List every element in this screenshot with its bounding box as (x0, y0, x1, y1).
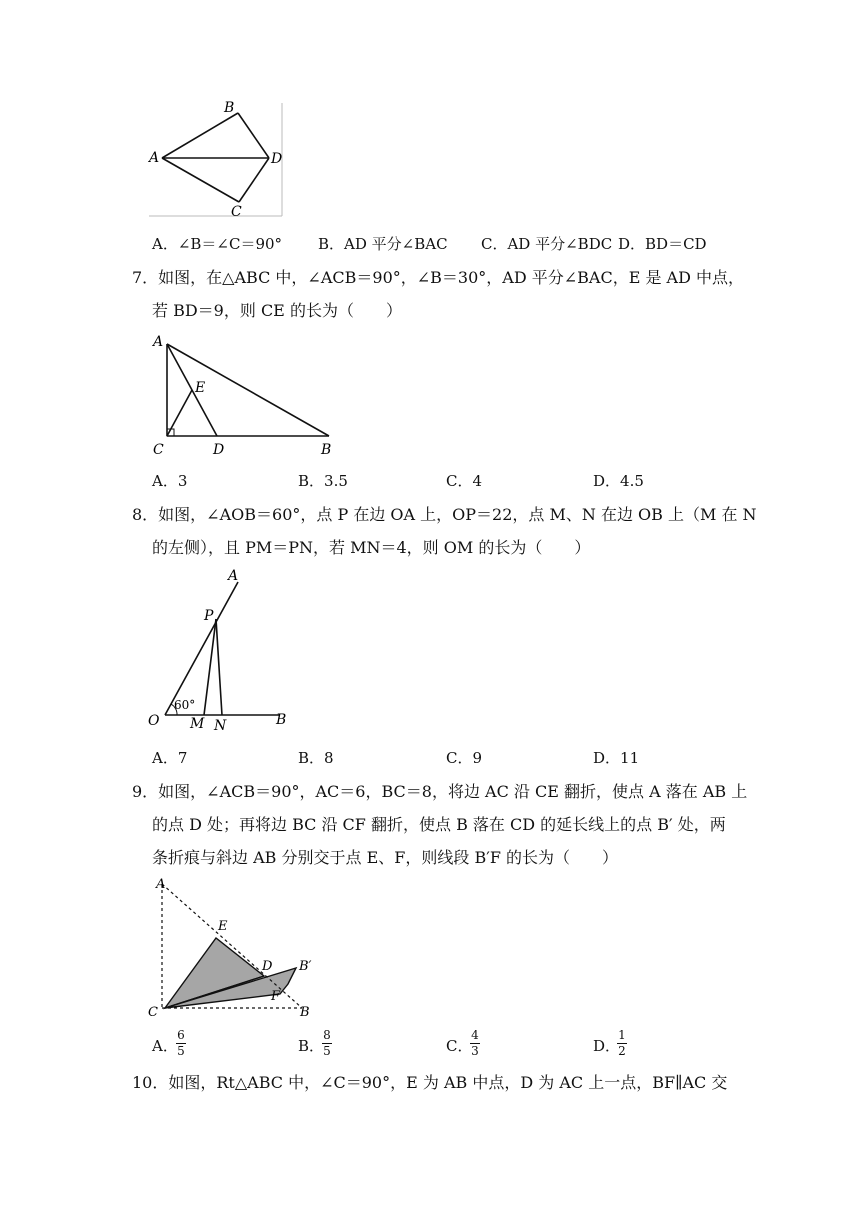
q8-option-d: D．11 (593, 749, 640, 767)
q9-option-b-prefix: B． (298, 1037, 325, 1055)
q9-option-d-numerator: 1 (618, 1028, 626, 1042)
q7-label-a: A (153, 334, 164, 350)
q9-option-c-numerator: 4 (471, 1028, 479, 1042)
q8-label-m: M (190, 716, 205, 732)
q7-label-c: C (153, 442, 164, 458)
q7-text-line2: 若 BD＝9，则 CE 的长为（ ） (152, 301, 402, 320)
q8-text-line2: 的左侧），且 PM＝PN，若 MN＝4，则 OM 的长为（ ） (152, 538, 591, 557)
q9-option-d-prefix: D． (593, 1037, 621, 1055)
q7-text-line1: 7．如图，在△ABC 中，∠ACB＝90°，∠B＝30°，AD 平分∠BAC，E 是 AD 中点， (132, 268, 745, 287)
q9-option-a-numerator: 6 (177, 1028, 185, 1042)
q7-figure (145, 332, 345, 462)
q9-option-c-fraction (470, 1029, 480, 1058)
q7-option-d: D．4.5 (593, 472, 644, 490)
q7-option-a: A．3 (152, 472, 188, 490)
q9-text-line1: 9．如图，∠ACB＝90°，AC＝6，BC＝8，将边 AC 沿 CE 翻折，使点 A 落在 AB 上 (132, 782, 748, 801)
q9-label-e: E (218, 919, 228, 934)
q9-option-d-fraction (617, 1029, 627, 1058)
q6-option-a: A．∠B＝∠C＝90° (152, 235, 283, 253)
q9-label-b-prime: B′ (299, 959, 312, 974)
q6-label-b: B (224, 100, 235, 116)
q7-label-b: B (321, 442, 332, 458)
q8-label-a: A (228, 568, 239, 584)
q6-label-a: A (149, 150, 160, 166)
q7-option-c: C．4 (446, 472, 483, 490)
q9-label-c: C (148, 1005, 158, 1020)
q6-option-d: D．BD＝CD (618, 235, 707, 253)
q9-option-b-denominator: 5 (323, 1044, 331, 1058)
q9-option-b-numerator: 8 (323, 1028, 331, 1042)
q7-option-b: B．3.5 (298, 472, 348, 490)
q7-label-d: D (213, 442, 225, 458)
q9-label-b: B (300, 1005, 310, 1020)
q8-option-c: C．9 (446, 749, 483, 767)
q8-option-b: B．8 (298, 749, 334, 767)
q8-label-n: N (214, 718, 227, 734)
q8-label-angle: 60° (174, 698, 196, 712)
q9-option-c-denominator: 3 (471, 1044, 479, 1058)
q6-option-c: C．AD 平分∠BDC (481, 235, 613, 253)
q8-label-p: P (204, 608, 214, 624)
q9-option-a-prefix: A． (152, 1037, 178, 1055)
q8-label-o: O (148, 713, 160, 729)
q6-label-d: D (271, 151, 283, 167)
q9-text-line2: 的点 D 处；再将边 BC 沿 CF 翻折，使点 B 落在 CD 的延长线上的点 B′ 处，两 (152, 815, 726, 834)
q9-option-a-fraction (176, 1029, 186, 1058)
q6-label-c: C (231, 204, 242, 220)
q9-option-c-prefix: C． (446, 1037, 473, 1055)
q9-option-a-denominator: 5 (177, 1044, 185, 1058)
q8-text-line1: 8．如图，∠AOB＝60°，点 P 在边 OA 上，OP＝22，点 M、N 在边 OB 上（M 在 N (132, 505, 757, 524)
q9-option-d-denominator: 2 (618, 1044, 626, 1058)
q8-label-b: B (276, 712, 287, 728)
q8-option-a: A．7 (152, 749, 188, 767)
q9-label-f: F (271, 989, 281, 1004)
q9-label-d: D (262, 959, 273, 974)
q7-label-e: E (195, 380, 206, 396)
q8-figure (140, 562, 300, 734)
q10-text-line1: 10．如图，Rt△ABC 中，∠C＝90°，E 为 AB 中点，D 为 AC 上一点，BF∥AC 交 (132, 1073, 728, 1092)
q9-text-line3: 条折痕与斜边 AB 分别交于点 E、F，则线段 B′F 的长为（ ） (152, 848, 619, 867)
q6-option-b: B．AD 平分∠BAC (318, 235, 448, 253)
q9-figure (140, 872, 330, 1024)
q6-figure (140, 98, 290, 220)
q9-option-b-fraction (322, 1029, 332, 1058)
q9-label-a: A (156, 877, 166, 892)
